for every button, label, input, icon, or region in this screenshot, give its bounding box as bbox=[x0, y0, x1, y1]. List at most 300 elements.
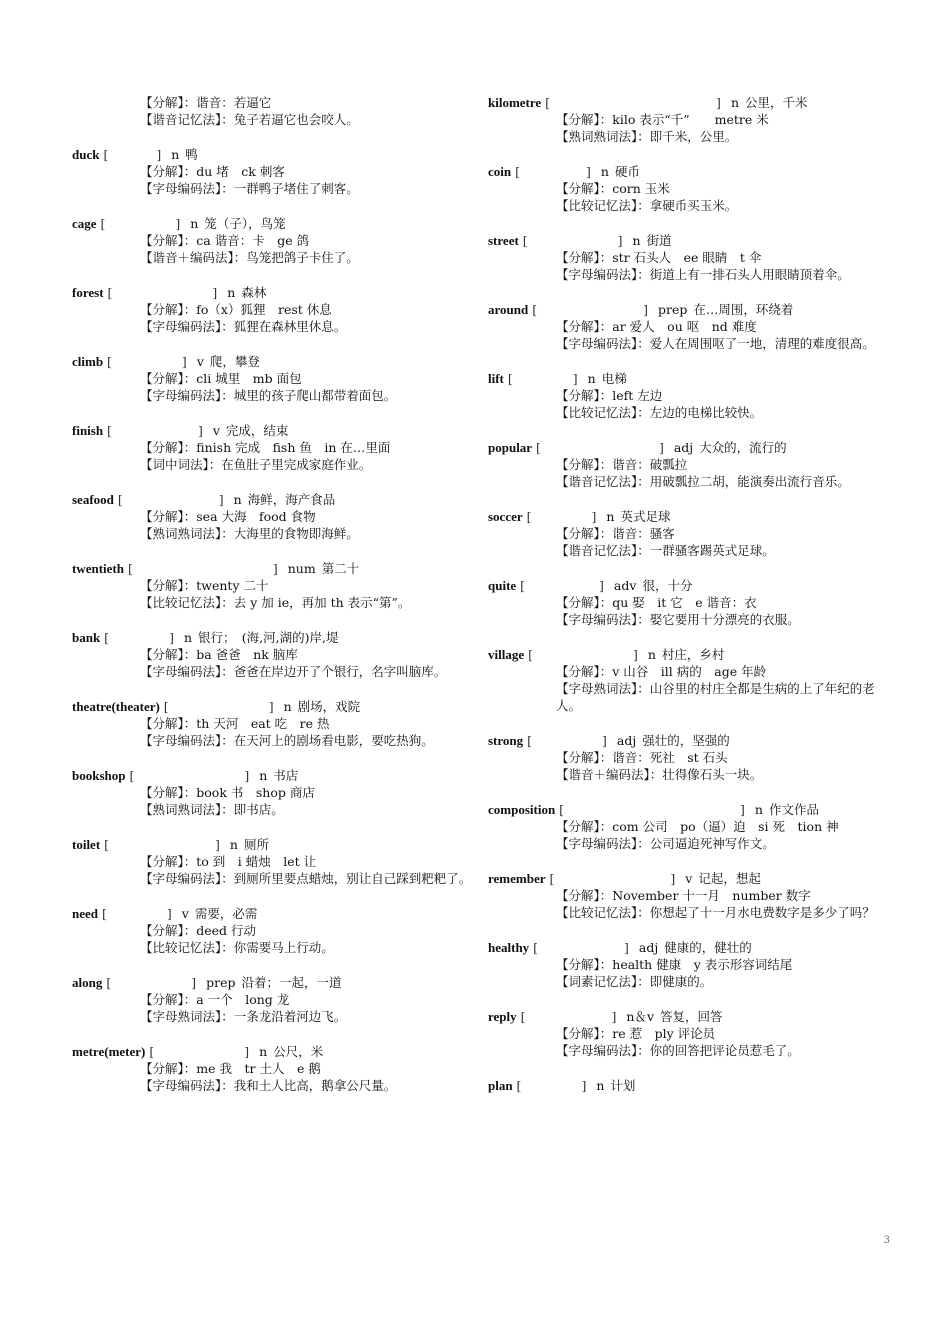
method-text: ca 谐音：卡 ge 鸽 bbox=[196, 233, 310, 248]
headword: duck bbox=[72, 147, 100, 162]
entry-headword-line bbox=[488, 1008, 893, 1025]
vocab-entry bbox=[72, 422, 482, 473]
bracket-open: [ bbox=[125, 768, 135, 783]
method-text: 即健康的。 bbox=[649, 974, 713, 989]
method-tag: 【分解】： bbox=[556, 888, 613, 903]
part-of-speech: n bbox=[259, 1044, 268, 1059]
headword: remember bbox=[488, 871, 546, 886]
method-text: 娶它要用十分漂亮的衣服。 bbox=[649, 612, 800, 627]
bracket-open: [ bbox=[100, 630, 110, 645]
meaning: 大众的，流行的 bbox=[699, 440, 787, 455]
explanation-line bbox=[72, 1060, 482, 1077]
bracket-open: [ bbox=[512, 1078, 522, 1093]
explanation-line bbox=[488, 473, 893, 490]
meaning: 书店 bbox=[273, 768, 299, 783]
method-tag: 【字母编码法】： bbox=[556, 267, 650, 282]
method-tag: 【比较记忆法】： bbox=[556, 405, 650, 420]
bracket-close: ] bbox=[572, 371, 578, 386]
explanation-line bbox=[72, 439, 482, 456]
method-tag: 【比较记忆法】： bbox=[140, 595, 234, 610]
method-text: 你需要马上行动。 bbox=[233, 940, 334, 955]
meaning: 硬币 bbox=[614, 164, 640, 179]
headword: reply bbox=[488, 1009, 517, 1024]
bracket-close: ] bbox=[272, 561, 278, 576]
method-tag: 【分解】： bbox=[140, 716, 197, 731]
bracket-open: [ bbox=[555, 802, 565, 817]
explanation-line bbox=[488, 956, 893, 973]
method-text: twenty 二十 bbox=[196, 578, 269, 593]
method-tag: 【词素记忆法】： bbox=[556, 974, 650, 989]
entry-headword-line bbox=[488, 370, 893, 387]
explanation-line bbox=[72, 94, 482, 111]
method-tag: 【谐音＋编码法】： bbox=[556, 767, 663, 782]
bracket-open: [ bbox=[103, 423, 112, 438]
method-text: 鸟笼把鸽子卡住了。 bbox=[246, 250, 359, 265]
method-text: a 一个 long 龙 bbox=[196, 992, 290, 1007]
part-of-speech: v bbox=[181, 906, 189, 921]
explanation-line bbox=[488, 749, 893, 766]
method-text: 拿硬币买玉米。 bbox=[649, 198, 738, 213]
method-tag: 【字母编码法】： bbox=[556, 836, 650, 851]
meaning: 森林 bbox=[241, 285, 267, 300]
method-text: 兔子若逼它也会咬人。 bbox=[233, 112, 359, 127]
explanation-line bbox=[488, 335, 893, 352]
meaning: 银行； (海,河,湖的)岸,堤 bbox=[198, 630, 339, 645]
method-text: th 天河 eat 吃 re 热 bbox=[196, 716, 330, 731]
explanation-line bbox=[72, 1008, 482, 1025]
method-text: 我和土人比高，鹅拿公尺量。 bbox=[233, 1078, 397, 1093]
entry-headword-line bbox=[72, 905, 482, 922]
method-text: cli 城里 mb 面包 bbox=[196, 371, 302, 386]
entry-headword-line bbox=[72, 560, 482, 577]
vocab-entry bbox=[72, 353, 482, 404]
method-tag: 【分解】： bbox=[140, 371, 197, 386]
method-text: 谐音：骚客 bbox=[612, 526, 675, 541]
part-of-speech: adj bbox=[638, 940, 659, 955]
method-text: 爸爸在岸边开了个银行，名字叫脑库。 bbox=[233, 664, 447, 679]
bracket-close: ] bbox=[716, 95, 721, 110]
bracket-open: [ bbox=[516, 578, 526, 593]
method-tag: 【分解】： bbox=[140, 164, 197, 179]
bracket-close: ] bbox=[169, 630, 174, 645]
explanation-line bbox=[72, 784, 482, 801]
method-tag: 【熟词熟词法】： bbox=[556, 129, 650, 144]
vocab-entry bbox=[488, 163, 893, 214]
bracket-open: [ bbox=[529, 940, 539, 955]
explanation-line bbox=[72, 163, 482, 180]
bracket-close: ] bbox=[602, 733, 607, 748]
method-tag: 【字母编码法】： bbox=[140, 871, 234, 886]
part-of-speech: n bbox=[647, 647, 656, 662]
method-tag: 【谐音记忆法】： bbox=[556, 543, 650, 558]
explanation-line bbox=[488, 128, 893, 145]
explanation-line bbox=[488, 197, 893, 214]
method-text: 你想起了十一月水电费数字是多少了吗？ bbox=[649, 905, 875, 920]
bracket-open: [ bbox=[522, 509, 532, 524]
headword: forest bbox=[72, 285, 104, 300]
headword: composition bbox=[488, 802, 556, 817]
bracket-open: [ bbox=[532, 440, 541, 455]
vocab-entry bbox=[488, 646, 893, 714]
part-of-speech: n bbox=[632, 233, 641, 248]
method-text: 在鱼肚子里完成家庭作业。 bbox=[221, 457, 372, 472]
meaning: 健康的，健壮的 bbox=[664, 940, 752, 955]
headword: finish bbox=[72, 423, 104, 438]
method-tag: 【分解】： bbox=[556, 595, 613, 610]
vocab-entry bbox=[72, 215, 482, 266]
method-tag: 【字母熟词法】： bbox=[556, 681, 650, 696]
entry-headword-line bbox=[488, 94, 893, 111]
vocab-entry bbox=[72, 94, 482, 128]
entry-headword-line bbox=[488, 439, 893, 456]
method-tag: 【分解】： bbox=[140, 440, 197, 455]
explanation-line bbox=[72, 301, 482, 318]
bracket-close: ] bbox=[215, 837, 220, 852]
method-text: ba 爸爸 nk 脑库 bbox=[196, 647, 298, 662]
headword: around bbox=[488, 302, 529, 317]
method-tag: 【谐音记忆法】： bbox=[556, 474, 650, 489]
vocab-entry bbox=[488, 370, 893, 421]
bracket-open: [ bbox=[100, 837, 110, 852]
vocab-entry bbox=[488, 94, 893, 145]
method-tag: 【分解】： bbox=[556, 750, 613, 765]
bracket-open: [ bbox=[518, 233, 528, 248]
bracket-close: ] bbox=[581, 1078, 587, 1093]
method-tag: 【分解】： bbox=[556, 250, 613, 265]
headword: coin bbox=[488, 164, 512, 179]
vocab-entry bbox=[72, 698, 482, 749]
headword: bookshop bbox=[72, 768, 126, 783]
explanation-line bbox=[488, 387, 893, 404]
headword: plan bbox=[488, 1078, 513, 1093]
headword: theatre(theater) bbox=[72, 699, 160, 714]
bracket-close: ] bbox=[617, 233, 623, 248]
vocab-entry bbox=[488, 301, 893, 352]
vocab-entry bbox=[488, 232, 893, 283]
headword: lift bbox=[488, 371, 504, 386]
vocab-entry bbox=[488, 577, 893, 628]
method-text: qu 娶 it 它 e 谐音：衣 bbox=[612, 595, 757, 610]
method-text: 爱人在周围呕了一地，清理的难度很高。 bbox=[649, 336, 875, 351]
method-tag: 【分解】： bbox=[140, 95, 197, 110]
method-text: 谐音：破瓢拉 bbox=[612, 457, 688, 472]
method-tag: 【分解】： bbox=[140, 233, 197, 248]
vocab-entry bbox=[488, 732, 893, 783]
left-column bbox=[72, 94, 482, 1112]
explanation-line bbox=[72, 456, 482, 473]
method-text: 山谷里的村庄全都是生病的上了年纪的老人。 bbox=[556, 681, 875, 713]
headword: soccer bbox=[488, 509, 523, 524]
bracket-close: ] bbox=[244, 768, 250, 783]
explanation-line bbox=[72, 870, 482, 887]
method-text: 在天河上的剧场看电影，要吃热狗。 bbox=[233, 733, 434, 748]
explanation-line bbox=[72, 646, 482, 663]
method-tag: 【分解】： bbox=[556, 526, 613, 541]
vocab-entry bbox=[488, 1008, 893, 1059]
headword: metre(meter) bbox=[72, 1044, 146, 1059]
explanation-line bbox=[488, 594, 893, 611]
right-column bbox=[488, 94, 893, 1112]
explanation-line bbox=[72, 249, 482, 266]
bracket-open: [ bbox=[511, 164, 520, 179]
part-of-speech: n bbox=[229, 837, 238, 852]
explanation-line bbox=[488, 456, 893, 473]
entry-headword-line bbox=[72, 422, 482, 439]
explanation-line bbox=[72, 991, 482, 1008]
method-tag: 【分解】： bbox=[140, 992, 197, 1007]
meaning: 完成，结束 bbox=[225, 423, 289, 438]
method-tag: 【比较记忆法】： bbox=[140, 940, 234, 955]
part-of-speech: v bbox=[685, 871, 693, 886]
part-of-speech: n bbox=[171, 147, 180, 162]
method-text: 用破瓢拉二胡，能演奏出流行音乐。 bbox=[649, 474, 850, 489]
entry-headword-line bbox=[488, 646, 893, 663]
meaning: 答复，回答 bbox=[660, 1009, 723, 1024]
meaning: 在…周围，环绕着 bbox=[693, 302, 794, 317]
headword: climb bbox=[72, 354, 104, 369]
bracket-close: ] bbox=[218, 492, 224, 507]
method-text: 去 y 加 ie，再加 th 表示“第”。 bbox=[233, 595, 411, 610]
method-tag: 【分解】： bbox=[140, 578, 197, 593]
explanation-line bbox=[488, 1025, 893, 1042]
entry-headword-line bbox=[488, 232, 893, 249]
meaning: 沿着；一起，一道 bbox=[241, 975, 342, 990]
bracket-close: ] bbox=[181, 354, 187, 369]
explanation-line bbox=[488, 663, 893, 680]
entry-headword-line bbox=[488, 163, 893, 180]
explanation-line bbox=[72, 232, 482, 249]
vocab-entry bbox=[488, 939, 893, 990]
headword: twentieth bbox=[72, 561, 124, 576]
meaning: 第二十 bbox=[321, 561, 360, 576]
explanation-line bbox=[72, 525, 482, 542]
bracket-open: [ bbox=[541, 95, 551, 110]
headword: village bbox=[488, 647, 525, 662]
entry-headword-line bbox=[72, 698, 482, 715]
explanation-line bbox=[488, 611, 893, 628]
bracket-open: [ bbox=[98, 906, 107, 921]
entry-headword-line bbox=[488, 577, 893, 594]
meaning: 笼（子），鸟笼 bbox=[204, 216, 286, 231]
meaning: 很，十分 bbox=[642, 578, 693, 593]
part-of-speech: v bbox=[196, 354, 204, 369]
entry-headword-line bbox=[72, 974, 482, 991]
explanation-line bbox=[488, 111, 893, 128]
method-text: 谐音：死社 st 石头 bbox=[612, 750, 728, 765]
explanation-line bbox=[488, 1042, 893, 1059]
explanation-line bbox=[72, 663, 482, 680]
vocab-entry bbox=[488, 1077, 893, 1094]
method-text: 谐音：若逼它 bbox=[196, 95, 272, 110]
entry-headword-line bbox=[72, 215, 482, 232]
meaning: 公里，千米 bbox=[745, 95, 808, 110]
method-text: 大海里的食物即海鲜。 bbox=[233, 526, 359, 541]
entry-headword-line bbox=[72, 836, 482, 853]
bracket-open: [ bbox=[124, 561, 133, 576]
method-text: 公司逼迫死神写作文。 bbox=[649, 836, 775, 851]
headword: need bbox=[72, 906, 98, 921]
bracket-close: ] bbox=[599, 578, 604, 593]
bracket-close: ] bbox=[624, 940, 629, 955]
method-text: 狐狸在森林里休息。 bbox=[233, 319, 347, 334]
entry-headword-line bbox=[488, 939, 893, 956]
meaning: 需要，必需 bbox=[194, 906, 258, 921]
part-of-speech: n bbox=[606, 509, 615, 524]
entry-headword-line bbox=[488, 870, 893, 887]
part-of-speech: n bbox=[259, 768, 268, 783]
explanation-line bbox=[72, 939, 482, 956]
bracket-open: [ bbox=[524, 647, 533, 662]
explanation-line bbox=[72, 1077, 482, 1094]
meaning: 爬，攀登 bbox=[209, 354, 260, 369]
method-text: fo（x）狐狸 rest 休息 bbox=[196, 302, 332, 317]
method-tag: 【分解】： bbox=[140, 647, 197, 662]
bracket-close: ] bbox=[212, 285, 218, 300]
headword: strong bbox=[488, 733, 524, 748]
entry-headword-line bbox=[488, 801, 893, 818]
explanation-line bbox=[72, 801, 482, 818]
meaning: 厕所 bbox=[243, 837, 269, 852]
explanation-line bbox=[488, 766, 893, 783]
part-of-speech: n bbox=[754, 802, 763, 817]
entry-headword-line bbox=[488, 732, 893, 749]
method-text: 一群鸭子堵住了刺客。 bbox=[233, 181, 359, 196]
headword: seafood bbox=[72, 492, 114, 507]
part-of-speech: n bbox=[183, 630, 193, 645]
method-tag: 【谐音记忆法】： bbox=[140, 112, 234, 127]
method-text: v 山谷 ill 病的 age 年龄 bbox=[612, 664, 767, 679]
meaning: 作文作品 bbox=[768, 802, 819, 817]
explanation-line bbox=[72, 594, 482, 611]
bracket-open: [ bbox=[523, 733, 533, 748]
bracket-close: ] bbox=[632, 647, 638, 662]
method-tag: 【字母编码法】： bbox=[140, 664, 234, 679]
method-tag: 【字母编码法】： bbox=[556, 1043, 650, 1058]
bracket-open: [ bbox=[528, 302, 538, 317]
method-tag: 【分解】： bbox=[140, 302, 197, 317]
explanation-line bbox=[488, 973, 893, 990]
entry-headword-line bbox=[488, 301, 893, 318]
bracket-close: ] bbox=[191, 975, 197, 990]
explanation-line bbox=[488, 542, 893, 559]
method-tag: 【分解】： bbox=[556, 1026, 613, 1041]
method-tag: 【字母编码法】： bbox=[140, 181, 234, 196]
method-tag: 【谐音＋编码法】： bbox=[140, 250, 247, 265]
page-number: 3 bbox=[883, 1235, 890, 1246]
bracket-open: [ bbox=[99, 147, 109, 162]
explanation-line bbox=[72, 180, 482, 197]
method-text: 左边的电梯比较快。 bbox=[649, 405, 763, 420]
method-text: 壮得像石头一块。 bbox=[662, 767, 763, 782]
entry-headword-line bbox=[488, 508, 893, 525]
method-text: deed 行动 bbox=[196, 923, 257, 938]
vocab-entry bbox=[488, 439, 893, 490]
method-tag: 【比较记忆法】： bbox=[556, 198, 650, 213]
part-of-speech: adj bbox=[616, 733, 637, 748]
method-text: 即书店。 bbox=[233, 802, 284, 817]
explanation-line bbox=[72, 318, 482, 335]
method-text: re 惹 ply 评论员 bbox=[612, 1026, 716, 1041]
method-text: 你的回答把评论员惹毛了。 bbox=[649, 1043, 800, 1058]
explanation-line bbox=[72, 732, 482, 749]
entry-headword-line bbox=[72, 353, 482, 370]
headword: healthy bbox=[488, 940, 530, 955]
vocab-entry bbox=[72, 560, 482, 611]
vocab-entry bbox=[72, 491, 482, 542]
method-tag: 【分解】： bbox=[140, 854, 197, 869]
vocab-entry bbox=[72, 629, 482, 680]
method-text: sea 大海 food 食物 bbox=[196, 509, 316, 524]
explanation-line bbox=[488, 525, 893, 542]
method-tag: 【分解】： bbox=[140, 785, 197, 800]
entry-headword-line bbox=[72, 146, 482, 163]
vocab-entry bbox=[488, 801, 893, 852]
method-tag: 【比较记忆法】： bbox=[556, 905, 650, 920]
vocab-entry bbox=[72, 974, 482, 1025]
entry-headword-line bbox=[72, 284, 482, 301]
explanation-line bbox=[488, 249, 893, 266]
method-tag: 【熟词熟词法】： bbox=[140, 802, 234, 817]
method-tag: 【分解】： bbox=[556, 388, 613, 403]
explanation-line bbox=[488, 904, 893, 921]
headword: popular bbox=[488, 440, 533, 455]
method-tag: 【分解】： bbox=[556, 957, 613, 972]
method-tag: 【字母编码法】： bbox=[140, 388, 234, 403]
bracket-close: ] bbox=[166, 906, 172, 921]
bracket-close: ] bbox=[740, 802, 745, 817]
method-text: 即千米，公里。 bbox=[649, 129, 738, 144]
method-text: 街道上有一排石头人用眼睛顶着伞。 bbox=[649, 267, 850, 282]
method-text: ar 爱人 ou 呕 nd 难度 bbox=[612, 319, 757, 334]
method-tag: 【词中词法】： bbox=[140, 457, 222, 472]
method-text: me 我 tr 土人 e 鹅 bbox=[196, 1061, 321, 1076]
bracket-close: ] bbox=[268, 699, 274, 714]
vocab-entry bbox=[72, 767, 482, 818]
meaning: 计划 bbox=[610, 1078, 636, 1093]
method-text: com 公司 po（逼）迫 si 死 tion 神 bbox=[612, 819, 839, 834]
meaning: 街道 bbox=[646, 233, 672, 248]
explanation-line bbox=[488, 266, 893, 283]
bracket-open: [ bbox=[503, 371, 513, 386]
meaning: 公尺，米 bbox=[273, 1044, 324, 1059]
method-text: 一群骚客踢英式足球。 bbox=[649, 543, 775, 558]
meaning: 剧场，戏院 bbox=[297, 699, 361, 714]
part-of-speech: n bbox=[190, 216, 199, 231]
bracket-open: [ bbox=[159, 699, 169, 714]
headword: along bbox=[72, 975, 103, 990]
method-text: du 堵 ck 刺客 bbox=[196, 164, 285, 179]
meaning: 强壮的，坚强的 bbox=[642, 733, 730, 748]
explanation-line bbox=[488, 318, 893, 335]
method-text: left 左边 bbox=[612, 388, 663, 403]
vocab-entry bbox=[72, 905, 482, 956]
part-of-speech: n bbox=[587, 371, 596, 386]
headword: bank bbox=[72, 630, 101, 645]
bracket-open: [ bbox=[102, 975, 112, 990]
part-of-speech: n bbox=[227, 285, 236, 300]
method-tag: 【分解】： bbox=[556, 181, 613, 196]
part-of-speech: n bbox=[600, 164, 609, 179]
explanation-line bbox=[488, 404, 893, 421]
part-of-speech: n bbox=[730, 95, 739, 110]
part-of-speech: adj bbox=[673, 440, 694, 455]
part-of-speech: n bbox=[233, 492, 242, 507]
meaning: 记起，想起 bbox=[698, 871, 761, 886]
method-tag: 【分解】： bbox=[140, 509, 197, 524]
bracket-close: ] bbox=[591, 509, 597, 524]
part-of-speech: num bbox=[287, 561, 316, 576]
headword: quite bbox=[488, 578, 517, 593]
